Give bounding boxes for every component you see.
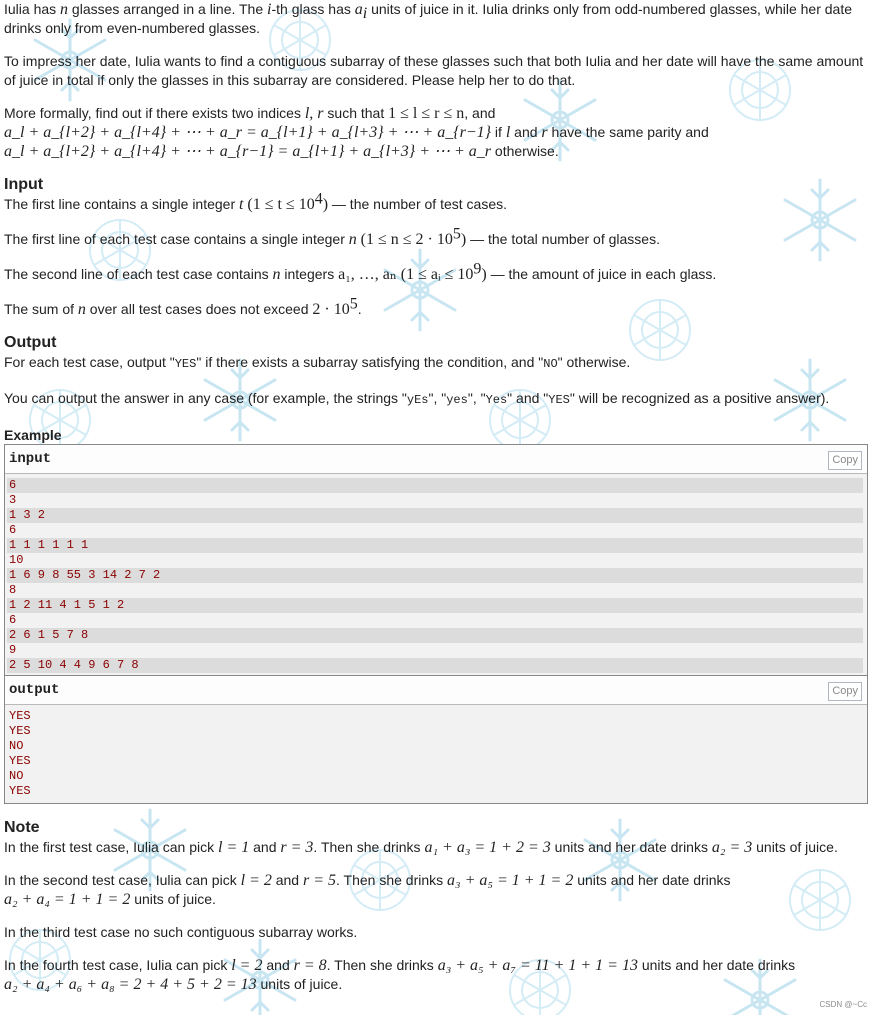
- statement-paragraph-1: Iulia has n glasses arranged in a line. The i-th glass has $a_i$ units of juice in it. Iulia drinks only from odd-numbered glasses, while her date drinks only from even-numbered glasses.: [4, 1, 853, 36]
- example-title: Example: [4, 427, 62, 443]
- example-output-title: output: [9, 682, 60, 698]
- input-line: 6: [7, 478, 863, 493]
- input-line: 1 1 1 1 1 1: [7, 538, 863, 553]
- input-line: 1 3 2: [7, 508, 863, 523]
- example-input-header: [5, 445, 867, 474]
- input-line: 1 2 11 4 1 5 1 2: [7, 598, 863, 613]
- input-line: 1 6 9 8 55 3 14 2 7 2: [7, 568, 863, 583]
- output-line-2: You can output the answer in any case (for example, the strings "yEs", "yes", "Yes" and "YES" will be recognized as a positive answer).: [4, 390, 830, 407]
- example-output-lines: [5, 705, 867, 803]
- example-input-box: [4, 444, 868, 676]
- output-line: YES: [9, 709, 31, 723]
- input-line: 6: [9, 523, 17, 537]
- input-line: 8: [9, 583, 17, 597]
- input-line: 3: [9, 493, 17, 507]
- output-line: YES: [9, 754, 31, 768]
- input-line-3: The second line of each test case contains n integers a₁, …, aₙ (1 ≤ aᵢ ≤ $10^9$) — the amount of juice in each glass.: [4, 260, 717, 283]
- example-input-title: input: [9, 451, 52, 467]
- statement-paragraph-2: To impress her date, Iulia wants to find a contiguous subarray of these glasses such that both Iulia and her date will have the same amount of juice in total if only the glasses in this subarray are considered. Please help her to do that.: [4, 53, 864, 88]
- input-line: 2 5 10 4 4 9 6 7 8: [7, 658, 863, 673]
- statement-paragraph-3: More formally, find out if there exists two indices l, r such that 1 ≤ l ≤ r ≤ n, and a_l + a_{l+2} + a_{l+4} + ⋯ + a_r = a_{l+1} + a_{l+3} + ⋯ + a_{r−1} if l and r have the same parity and a_l + a_{l+2} + a_{l+4} + ⋯ + a_{r−1} = a_{l+1} + a_{l+3} + ⋯ + a_r otherwise.: [4, 105, 709, 160]
- example-input-lines: [5, 474, 867, 675]
- input-line-4: The sum of n over all test cases does not exceed $2 \cdot 10^5$.: [4, 295, 362, 318]
- output-line: YES: [9, 784, 31, 798]
- equation-same-parity: a_l + a_{l+2} + a_{l+4} + ⋯ + a_r = a_{l+1} + a_{l+3} + ⋯ + a_{r−1}: [4, 124, 492, 141]
- input-line-1: The first line contains a single integer t $(1 \le t \le 10^4)$ — the number of test cases.: [4, 190, 508, 213]
- note-paragraph-3: In the third test case no such contiguous subarray works.: [4, 924, 358, 940]
- output-section-title: Output: [4, 334, 57, 351]
- input-line: 2 6 1 5 7 8: [7, 628, 863, 643]
- note-paragraph-1: In the first test case, Iulia can pick l = 1 and r = 3. Then she drinks a₁ + a₃ = 1 + 2 = 3 units and her date drinks a₂ = 3 units of juice.: [4, 839, 838, 856]
- equation-different-parity: a_l + a_{l+2} + a_{l+4} + ⋯ + a_{r−1} = a_{l+1} + a_{l+3} + ⋯ + a_r: [4, 143, 492, 160]
- copy-input-button[interactable]: Copy: [828, 451, 862, 470]
- note-paragraph-2: In the second test case, Iulia can pick l = 2 and r = 5. Then she drinks a₃ + a₅ = 1 + 1 = 2 units and her date drinks a₂ + a₄ = 1 + 1 = 2 units of juice.: [4, 872, 731, 908]
- example-output-box: [4, 676, 868, 804]
- copy-output-button[interactable]: Copy: [828, 682, 862, 701]
- input-line-2: The first line of each test case contains a single integer n $(1 \le n \le 2 \cdot 10^5)$ — the total number of glasses.: [4, 225, 660, 248]
- input-line: 10: [9, 553, 24, 567]
- note-paragraph-4: In the fourth test case, Iulia can pick l = 2 and r = 8. Then she drinks a₃ + a₅ + a₇ = 11 + 1 + 1 = 13 units and her date drinks a₂ + a₄ + a₆ + a₈ = 2 + 4 + 5 + 2 = 13 units of juice.: [4, 957, 796, 993]
- problem-statement: [4, 0, 868, 994]
- example-output-header: [5, 676, 867, 705]
- input-line: 6: [9, 613, 17, 627]
- input-section-title: Input: [4, 176, 44, 193]
- output-line: YES: [9, 724, 31, 738]
- output-line: NO: [9, 739, 24, 753]
- csdn-watermark: CSDN @~Cc: [819, 1000, 867, 1009]
- output-line-1: For each test case, output "YES" if there exists a subarray satisfying the condition, and "NO" otherwise.: [4, 354, 631, 371]
- output-line: NO: [9, 769, 24, 783]
- note-section-title: Note: [4, 819, 40, 836]
- input-line: 9: [9, 643, 17, 657]
